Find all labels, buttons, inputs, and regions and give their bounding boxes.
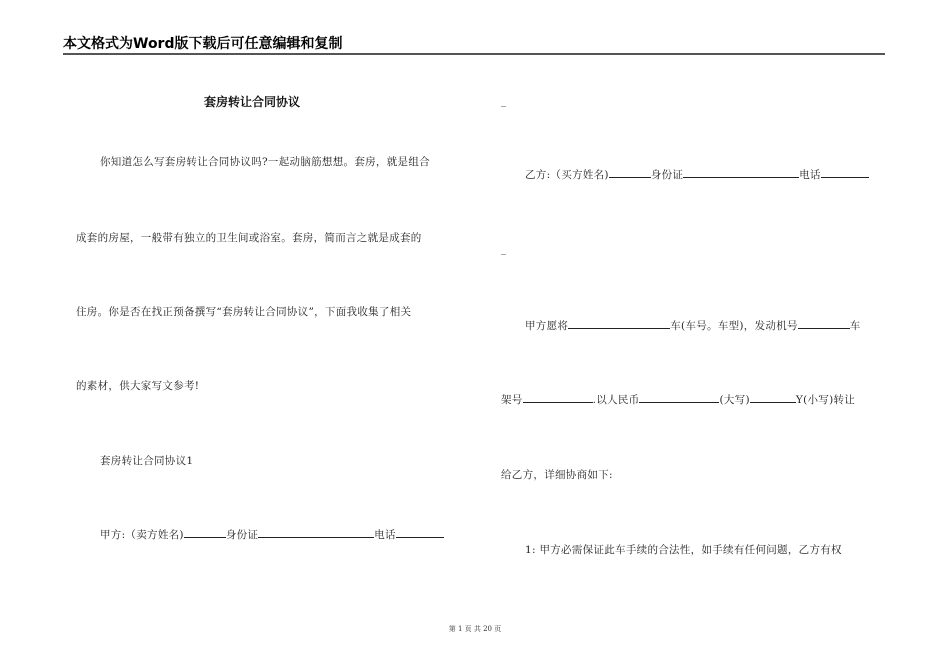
clause-text: 甲方愿将	[525, 320, 569, 332]
party-b-label: 乙方:（买方姓名)	[525, 169, 609, 181]
paragraph-line-4: 的素材，供大家写文参考!	[76, 380, 200, 392]
clause-line-4: 1: 甲方必需保证此车手续的合法性，如手续有任何问题，乙方有权	[525, 544, 842, 556]
clause-text: Y(小写)转让	[795, 394, 856, 406]
clause-text: (大写)	[719, 394, 750, 406]
header-banner: 本文格式为Word版下载后可任意编辑和复制	[63, 36, 343, 52]
blank-underline	[396, 527, 444, 538]
contract-subtitle: 套房转让合同协议1	[100, 455, 194, 467]
clause-line-3: 给乙方，详细协商如下:	[501, 469, 613, 481]
id-card-label: 身份证	[225, 529, 259, 541]
paragraph-line-1: 你知道怎么写套房转让合同协议吗?一起动脑筋想想。套房，就是组合	[100, 156, 430, 168]
clause-text: 车(车号。车型)，发动机号	[670, 320, 798, 332]
clause-text: 架号	[501, 394, 523, 406]
party-b-line	[525, 167, 869, 182]
blank-underline	[639, 392, 719, 403]
header-divider	[63, 53, 885, 55]
blank-underline	[523, 392, 593, 403]
blank-underline	[258, 527, 374, 538]
document-title: 套房转让合同协议	[204, 95, 301, 109]
blank-underline	[798, 318, 850, 329]
paragraph-line-2: 成套的房屋，一般带有独立的卫生间或浴室。套房，简而言之就是成套的	[76, 232, 422, 244]
blank-underline	[683, 167, 799, 178]
clause-text: 车	[849, 320, 861, 332]
party-a-line	[100, 527, 444, 542]
blank-underline	[750, 392, 796, 403]
party-a-label: 甲方:（卖方姓名)	[100, 529, 184, 541]
paragraph-line-3: 住房。你是否在找正预备撰写“套房转让合同协议”，下面我收集了相关	[76, 306, 412, 318]
blank-underline	[821, 167, 869, 178]
stray-underscore: _	[501, 244, 506, 255]
page-number: 第 1 页 共 20 页	[448, 625, 502, 633]
clause-line-1	[525, 318, 861, 333]
clause-text: .以人民币	[592, 394, 640, 406]
blank-underline	[184, 527, 226, 538]
phone-label: 电话	[799, 169, 821, 181]
clause-line-2	[501, 392, 855, 407]
phone-label: 电话	[374, 529, 396, 541]
blank-underline	[568, 318, 670, 329]
blank-underline	[609, 167, 651, 178]
id-card-label: 身份证	[650, 169, 684, 181]
stray-underscore: _	[501, 96, 506, 107]
